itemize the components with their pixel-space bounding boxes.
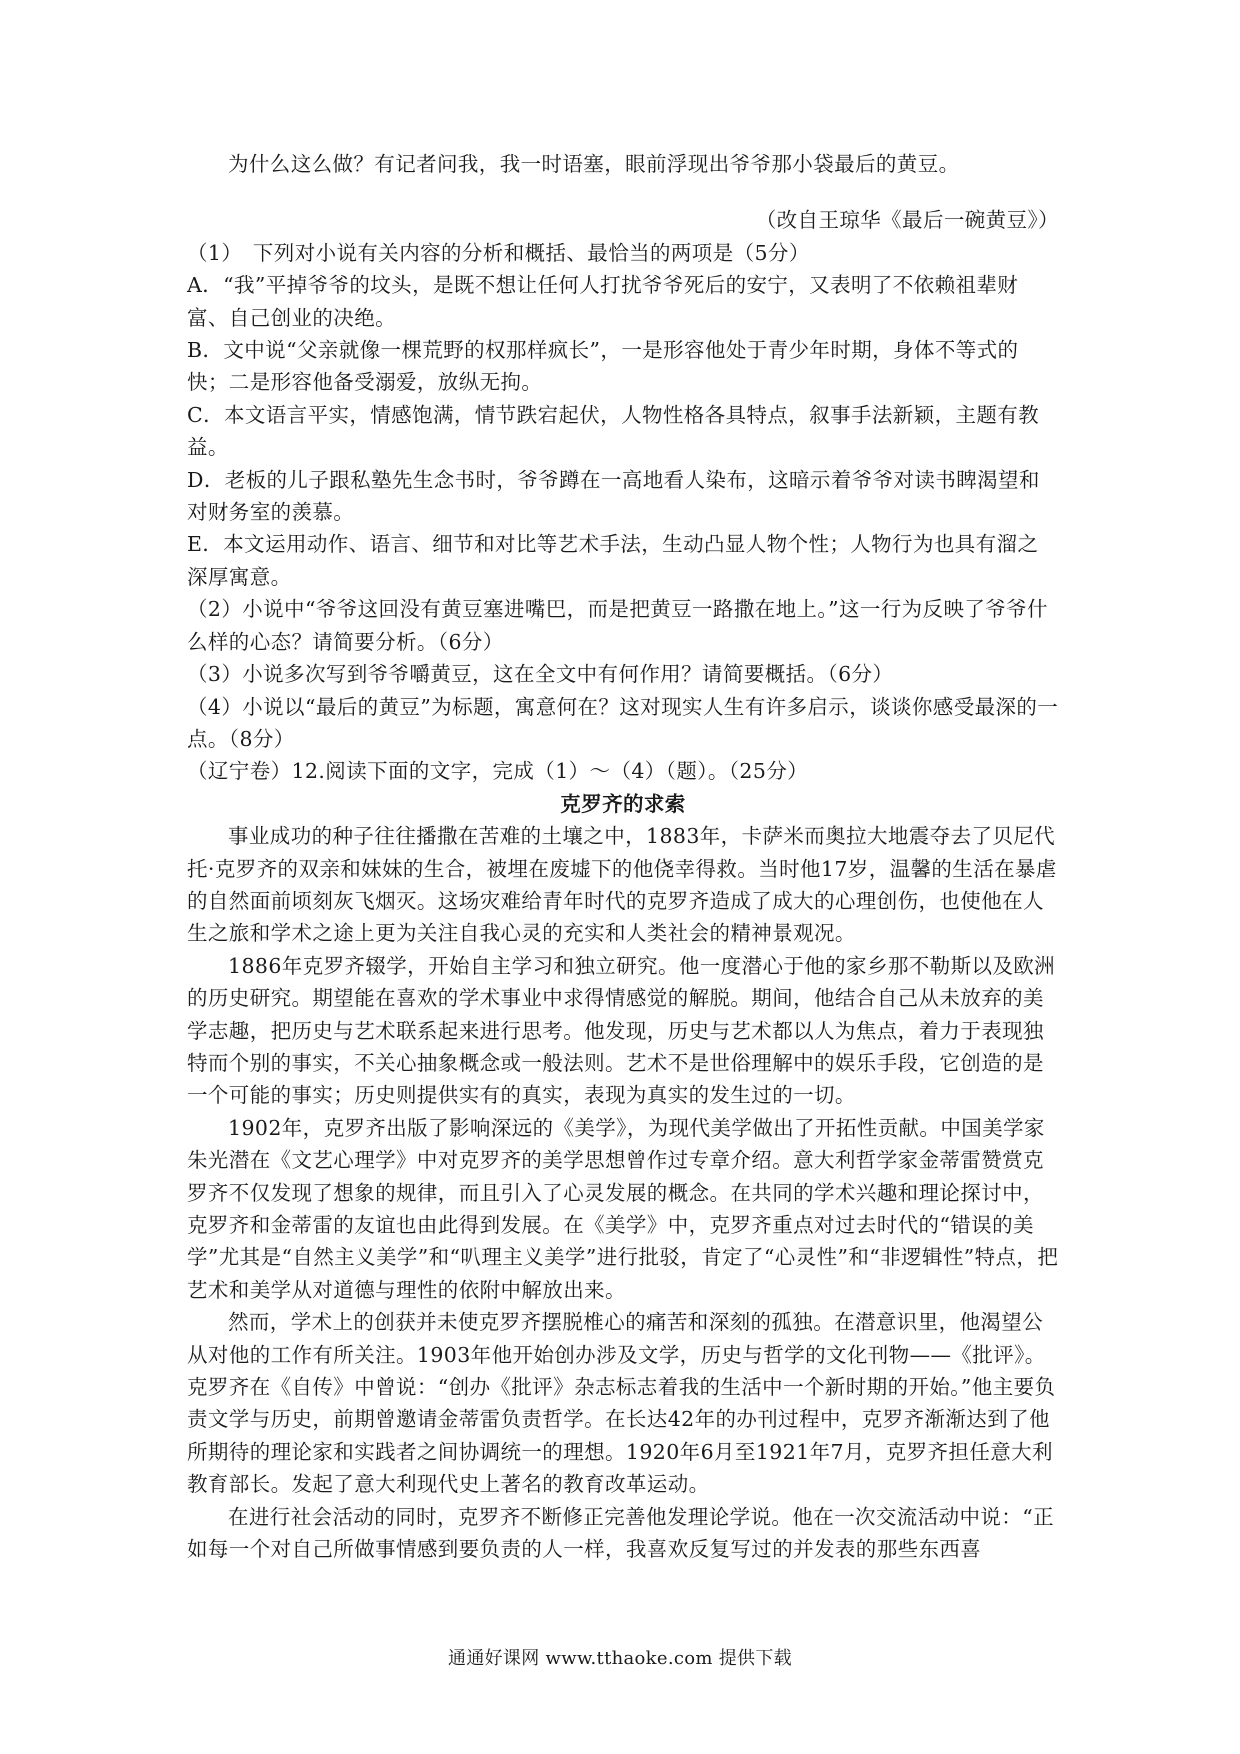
option-a: A．“我”平掉爷爷的坟头，是既不想让任何人打扰爷爷死后的安宁，又表明了不依赖祖辈财富、自己创业的决绝。 bbox=[187, 273, 1019, 330]
section-intro: （辽宁卷）12.阅读下面的文字，完成（1）～（4）（题）。（25分） bbox=[187, 759, 809, 784]
option-b: B．文中说“父亲就像一棵荒野的权那样疯长”，一是形容他处于青少年时期，身体不等式的快；二是形容他备受溺爱，放纵无拘。 bbox=[187, 338, 1019, 395]
question-4: （4）小说以“最后的黄豆”为标题，寓意何在？这对现实人生有许多启示，谈谈你感受最深的一点。（8分） bbox=[187, 694, 1059, 751]
article-paragraph: 然而，学术上的创获并未使克罗齐摆脱椎心的痛苦和深刻的孤独。在潜意识里，他渴望公从对他的工作有所关注。1903年他开始创办涉及文学，历史与哲学的文化刊物——《批评》。克罗齐在《自传》中曾说：“创办《批评》杂志标志着我的生活中一个新时期的开始。”他主要负责文学与历史，前期曾邀请金蒂雷负责哲学。在长达42年的办刊过程中，克罗齐渐渐达到了他所期待的理论家和实践者之间协调统一的理想。1920年6月至1921年7月，克罗齐担任意大利教育部长。发起了意大利现代史上著名的教育改革运动。 bbox=[187, 1310, 1056, 1497]
option-c: C．本文语言平实，情感饱满，情节跌宕起伏，人物性格各具特点，叙事手法新颖，主题有教益。 bbox=[187, 402, 1040, 460]
source-citation: （改自王琼华《最后一碗黄豆》） bbox=[755, 208, 1059, 233]
page-footer: 通通好课网 www.tthaoke.com 提供下载 bbox=[448, 1648, 792, 1669]
article-paragraph: 在进行社会活动的同时，克罗齐不断修正完善他发理论学说。他在一次交流活动中说：“正如每一个对自己所做事情感到要负责的人一样，我喜欢反复写过的并发表的那些东西喜 bbox=[187, 1504, 1054, 1562]
question-2: （2）小说中“爷爷这回没有黄豆塞进嘴巴，而是把黄豆一路撒在地上。”这一行为反映了爷爷什么样的心态？请简要分析。（6分） bbox=[187, 597, 1048, 654]
article-paragraph: 1902年，克罗齐出版了影响深远的《美学》，为现代美学做出了开拓性贡献。中国美学家朱光潜在《文艺心理学》中对克罗齐的美学思想曾作过专章介绍。意大利哲学家金蒂雷赞赏克罗齐不仅发现了想象的规律，而且引入了心灵发展的概念。在共同的学术兴趣和理论探讨中，克罗齐和金蒂雷的友谊也由此得到发展。在《美学》中，克罗齐重点对过去时代的“错误的美学”尤其是“自然主义美学”和“叭理主义美学”进行批驳，肯定了“心灵性”和“非逻辑性”特点，把艺术和美学从对道德与理性的依附中解放出来。 bbox=[187, 1115, 1059, 1302]
question-1: （1） 下列对小说有关内容的分析和概括、最恰当的两项是（5分） bbox=[187, 240, 810, 265]
article-paragraph: 1886年克罗齐辍学，开始自主学习和独立研究。他一度潜心于他的家乡那不勒斯以及欧洲的历史研究。期望能在喜欢的学术事业中求得情感觉的解脱。期间，他结合自己从未放弃的美学志趣，把历史与艺术联系起来进行思考。他发现，历史与艺术都以人为焦点，着力于表现独特而个别的事实，不关心抽象概念或一般法则。艺术不是世俗理解中的娱乐手段，它创造的是一个可能的事实；历史则提供实有的真实，表现为真实的发生过的一切。 bbox=[187, 953, 1056, 1108]
story-ending: 为什么这么做？有记者问我，我一时语塞，眼前浮现出爷爷那小袋最后的黄豆。 bbox=[228, 152, 960, 176]
article-title: 克罗齐的求索 bbox=[560, 791, 686, 816]
page-content bbox=[187, 148, 1059, 1565]
option-d: D．老板的儿子跟私塾先生念书时，爷爷蹲在一高地看人染布，这暗示着爷爷对读书睥渴望和对财务室的羡慕。 bbox=[187, 467, 1040, 525]
article-paragraph: 事业成功的种子往往播撒在苦难的土壤之中，1883年，卡萨米而奥拉大地震夺去了贝尼代托·克罗齐的双亲和妹妹的生合，被埋在废墟下的他侥幸得救。当时他17岁，温馨的生活在暴虐的自然面前顷刻灰飞烟灭。这场灾难给青年时代的克罗齐造成了成大的心理创伤，也使他在人生之旅和学术之途上更为关注自我心灵的充实和人类社会的精神景观况。 bbox=[187, 824, 1057, 946]
option-e: E．本文运用动作、语言、细节和对比等艺术手法，生动凸显人物个性；人物行为也具有溜之深厚寓意。 bbox=[187, 532, 1039, 589]
question-3: （3）小说多次写到爷爷嚼黄豆，这在全文中有何作用？请简要概括。（6分） bbox=[187, 662, 894, 687]
